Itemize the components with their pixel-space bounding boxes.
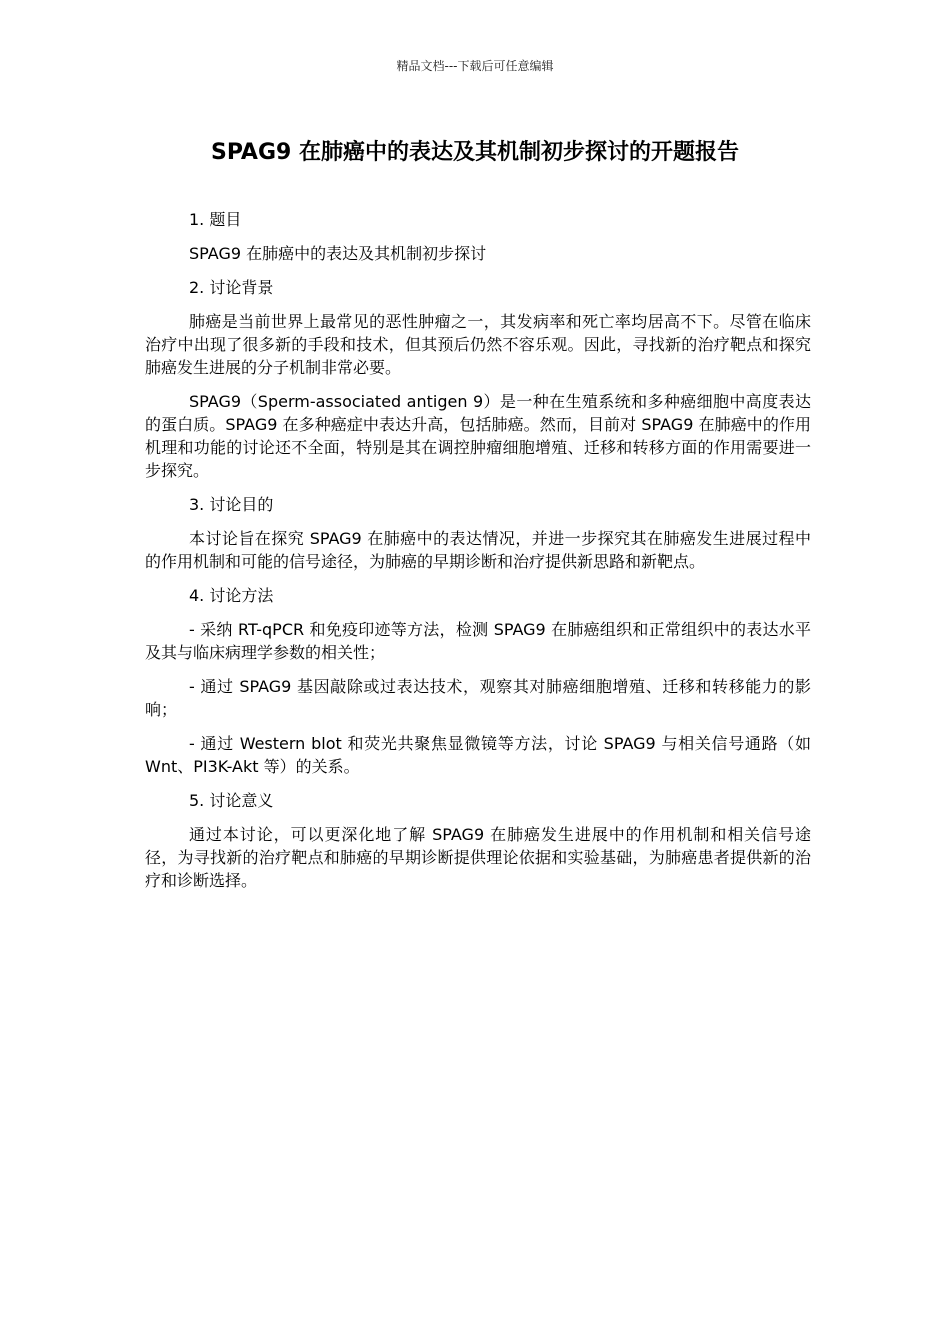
topic-paragraph: SPAG9 在肺癌中的表达及其机制初步探讨 bbox=[189, 244, 487, 263]
section-heading-background: 2. 讨论背景 bbox=[189, 278, 274, 297]
background-paragraph-1: 肺癌是当前世界上最常见的恶性肿瘤之一，其发病率和死亡率均居高不下。尽管在临床治疗中出现了很多新的手段和技术，但其预后仍然不容乐观。因此，寻找新的治疗靶点和探究肺癌发生进展的分子机制非常必要。 bbox=[145, 312, 811, 377]
document-title: SPAG9 在肺癌中的表达及其机制初步探讨的开题报告 bbox=[210, 140, 739, 165]
methods-item-3: - 通过 Western blot 和荧光共聚焦显微镜等方法，讨论 SPAG9 与相关信号通路（如 Wnt、PI3K-Akt 等）的关系。 bbox=[145, 734, 811, 776]
section-heading-significance: 5. 讨论意义 bbox=[189, 791, 274, 810]
significance-paragraph: 通过本讨论，可以更深化地了解 SPAG9 在肺癌发生进展中的作用机制和相关信号途径，为寻找新的治疗靶点和肺癌的早期诊断提供理论依据和实验基础，为肺癌患者提供新的治疗和诊断选择。 bbox=[145, 825, 811, 890]
document-body bbox=[145, 208, 811, 903]
section-heading-topic: 1. 题目 bbox=[189, 210, 242, 229]
header-note: 精品文档---下载后可任意编辑 bbox=[396, 59, 554, 73]
section-heading-purpose: 3. 讨论目的 bbox=[189, 495, 274, 514]
purpose-paragraph: 本讨论旨在探究 SPAG9 在肺癌中的表达情况，并进一步探究其在肺癌发生进展过程中的作用机制和可能的信号途径，为肺癌的早期诊断和治疗提供新思路和新靶点。 bbox=[145, 529, 811, 571]
background-paragraph-2: SPAG9（Sperm-associated antigen 9）是一种在生殖系统和多种癌细胞中高度表达的蛋白质。SPAG9 在多种癌症中表达升高，包括肺癌。然而，目前对 SPAG9 在肺癌中的作用机理和功能的讨论还不全面，特别是其在调控肿瘤细胞增殖、迁移和转移方面的作用需要进一步探究。 bbox=[145, 392, 811, 480]
methods-item-1: - 采纳 RT-qPCR 和免疫印迹等方法，检测 SPAG9 在肺癌组织和正常组织中的表达水平及其与临床病理学参数的相关性； bbox=[145, 620, 811, 662]
section-heading-methods: 4. 讨论方法 bbox=[189, 586, 274, 605]
methods-item-2: - 通过 SPAG9 基因敲除或过表达技术，观察其对肺癌细胞增殖、迁移和转移能力的影响； bbox=[145, 677, 811, 719]
